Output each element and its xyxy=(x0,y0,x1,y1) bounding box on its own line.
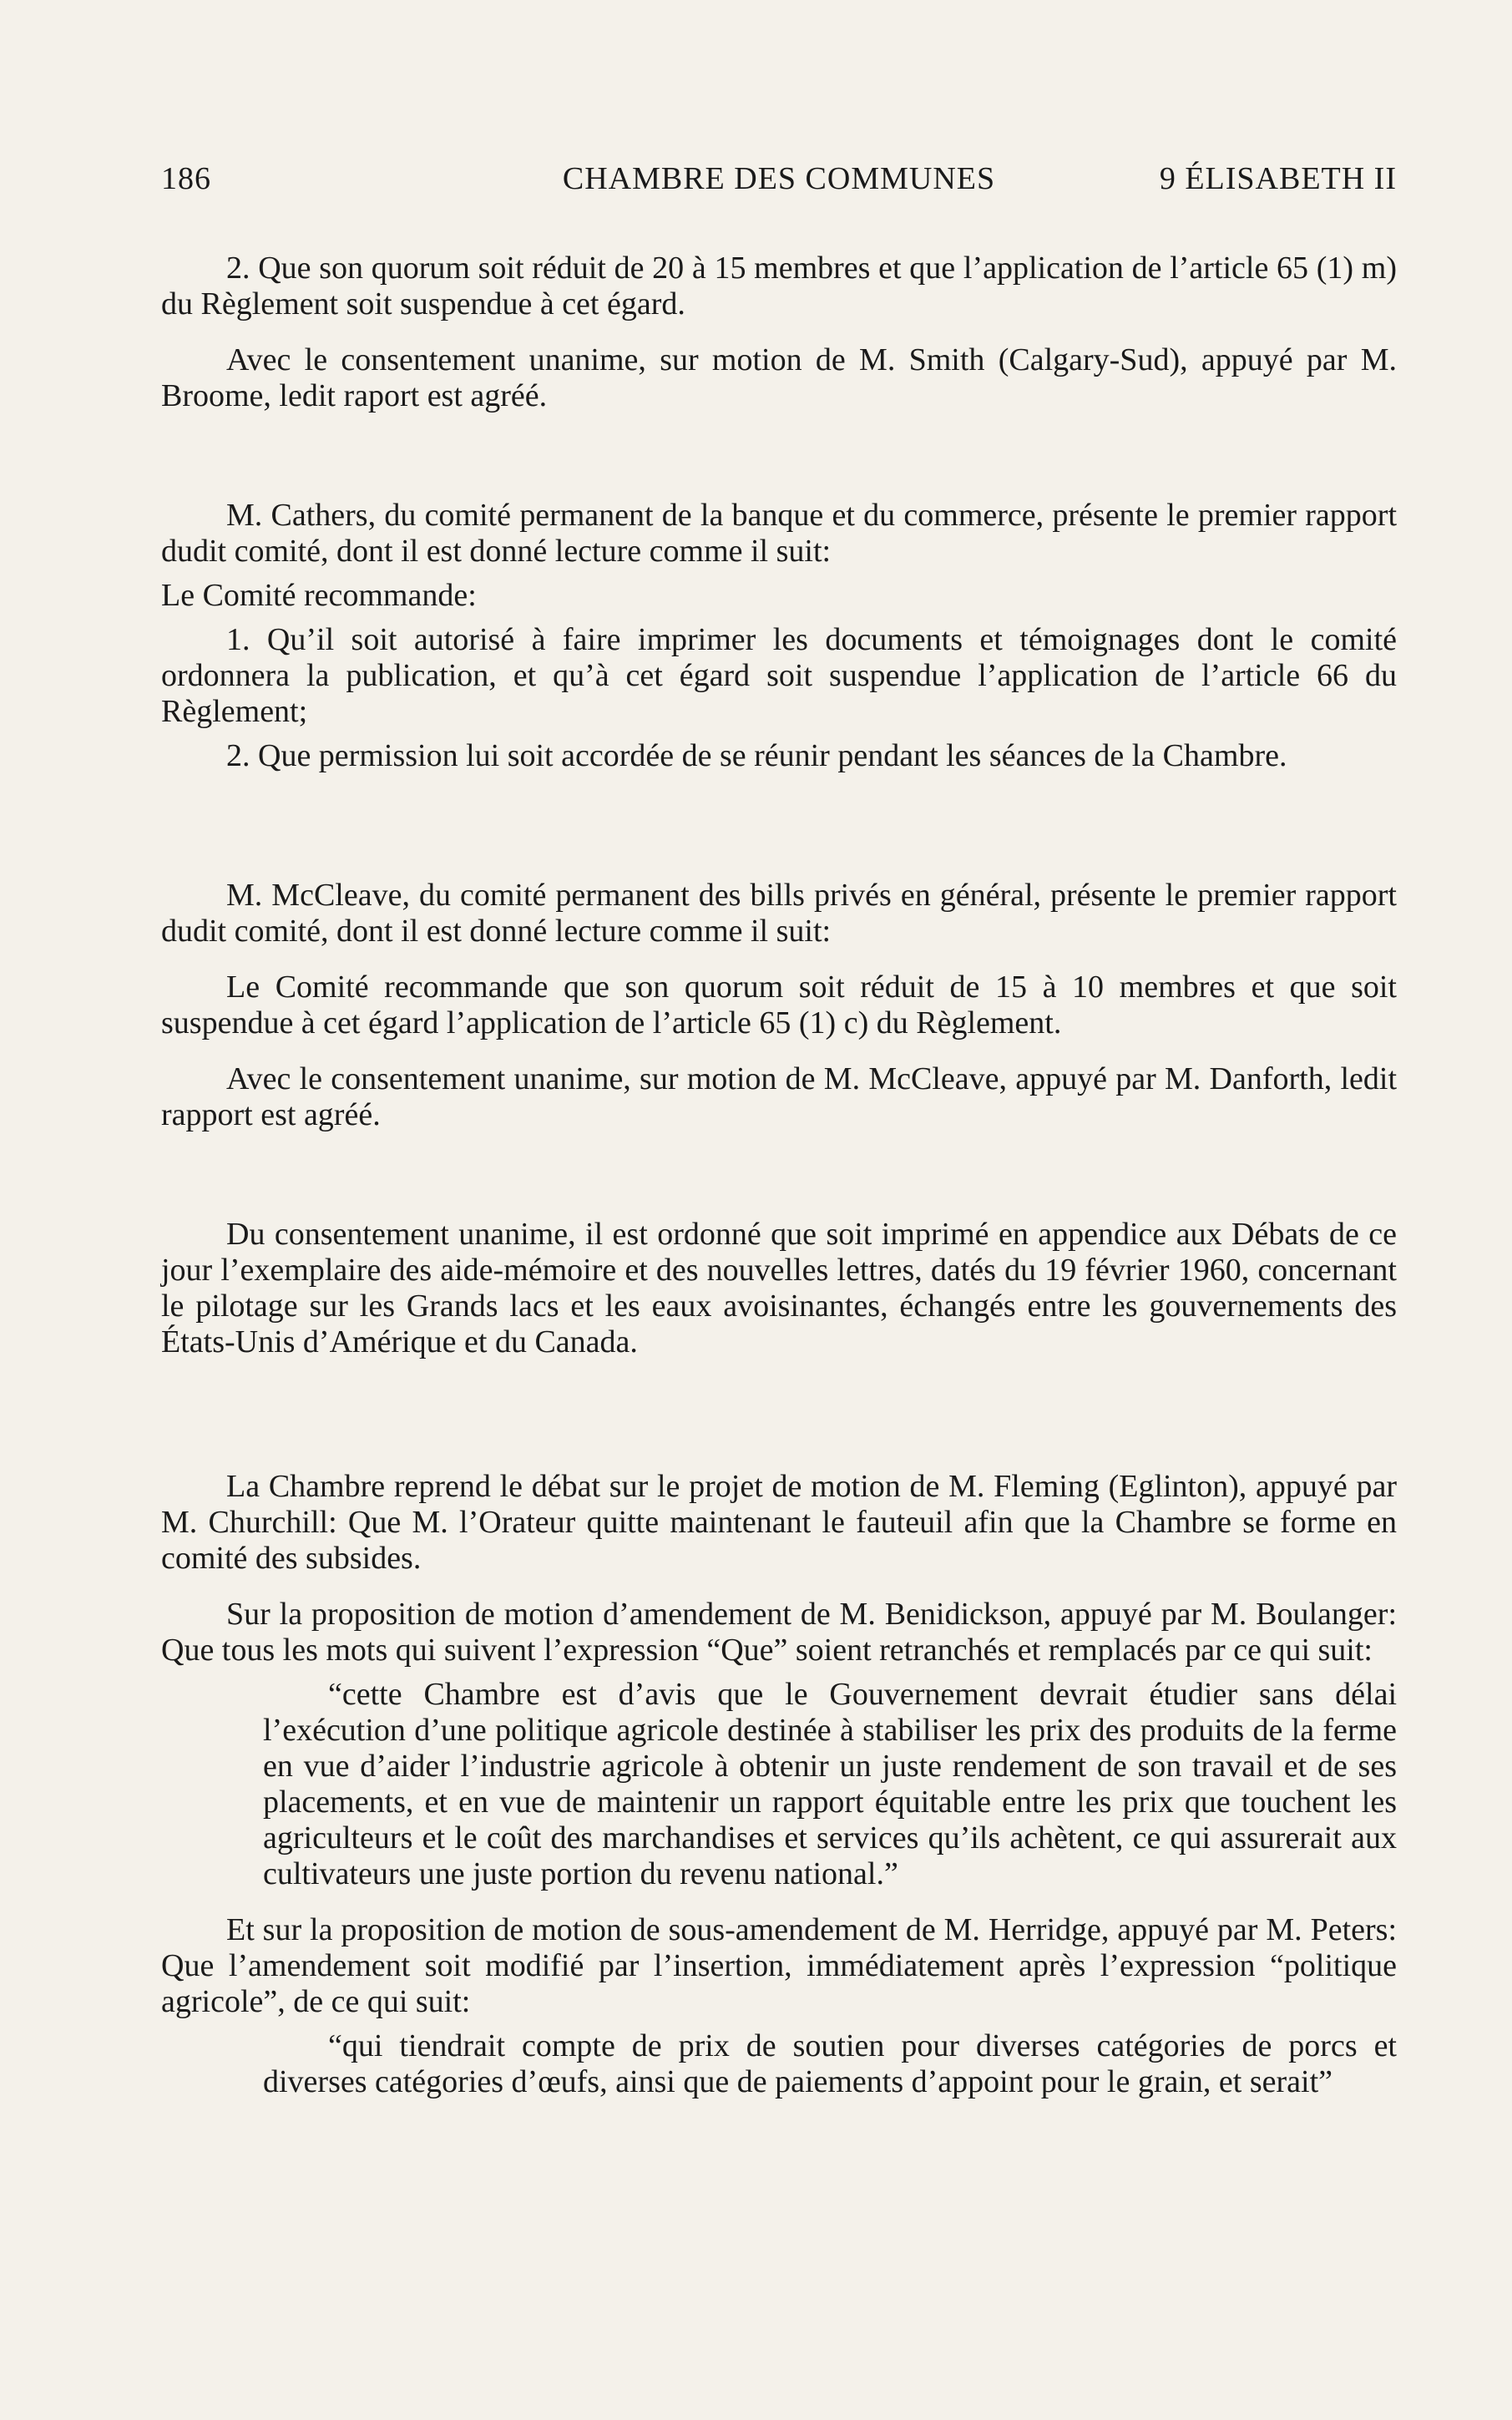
paragraph-mccleave-report: M. McCleave, du comité permanent des bills privés en général, présente le premier rapport dudit comité, dont il est donné lecture comme il suit: xyxy=(161,878,1397,949)
paragraph-appendix-order: Du consentement unanime, il est ordonné que soit imprimé en appendice aux Débats de ce jour l’exemplaire des aide-mémoire et des nouvelles lettres, datés du 19 février 1960, concernant le pilotage sur les Grands lacs et les eaux avoisinantes, échangés entre les gouvernements des États-Unis d’Amérique et du Canada. xyxy=(161,1217,1397,1359)
paragraph-debate-resumed: La Chambre reprend le débat sur le projet de motion de M. Fleming (Eglinton), appuyé par M. Churchill: Que M. l’Orateur quitte maintenant le fauteuil afin que la Chambre se forme en comité des subsides. xyxy=(161,1469,1397,1576)
quote-subamendment-text: “qui tiendrait compte de prix de soutien pour diverses catégories de porcs et diverses catégories d’œufs, ainsi que de paiements d’appoint pour le grain, et serait” xyxy=(263,2028,1397,2099)
paragraph-herridge-subamendment: Et sur la proposition de motion de sous-amendement de M. Herridge, appuyé par M. Peters: Que l’amendement soit modifié par l’insertion, immédiatement après l’expression “politique agricole”, de ce qui suit: xyxy=(161,1912,1397,2019)
paragraph-committee-recommends: Le Comité recommande: xyxy=(161,578,477,613)
paragraph-cathers-report: M. Cathers, du comité permanent de la banque et du commerce, présente le premier rapport dudit comité, dont il est donné lecture comme il suit: xyxy=(161,498,1397,569)
page-number: 186 xyxy=(161,161,211,196)
journal-title: CHAMBRE DES COMMUNES xyxy=(562,161,996,196)
paragraph-smith-motion: Avec le consentement unanime, sur motion de M. Smith (Calgary-Sud), appuyé par M. Broome, ledit raport est agréé. xyxy=(161,342,1397,413)
paragraph-quorum-recommendation: Le Comité recommande que son quorum soit réduit de 15 à 10 membres et que soit suspendue à cet égard l’application de l’article 65 (1) c) du Règlement. xyxy=(161,970,1397,1040)
regnal-year: 9 ÉLISABETH II xyxy=(1159,161,1397,196)
paragraph-benidickson-amendment: Sur la proposition de motion d’amendement de M. Benidickson, appuyé par M. Boulanger: Que tous les mots qui suivent l’expression “Que” soient retranchés et remplacés par ce qui suit: xyxy=(161,1597,1397,1668)
paragraph-recommendation-2: 2. Que permission lui soit accordée de se réunir pendant les séances de la Chambre. xyxy=(226,738,1287,773)
quote-amendment-text: “cette Chambre est d’avis que le Gouvernement devrait étudier sans délai l’exécution d’une politique agricole destinée à stabiliser les prix des produits de la ferme en vue d’aider l’industrie agricole à obtenir un juste rendement de son travail et de ses placements, et en vue de maintenir un rapport équitable entre les prix que touchent les agriculteurs et le coût des marchandises et services qu’ils achètent, ce qui assurerait aux cultivateurs une juste portion du revenu national.” xyxy=(263,1677,1397,1891)
page-body xyxy=(161,251,1397,2100)
running-header xyxy=(161,160,1397,200)
paragraph-quorum-item: 2. Que son quorum soit réduit de 20 à 15 membres et que l’application de l’article 65 (1) m) du Règlement soit suspendue à cet égard. xyxy=(161,251,1397,321)
paragraph-recommendation-1: 1. Qu’il soit autorisé à faire imprimer les documents et témoignages dont le comité ordonnera la publication, et qu’à cet égard soit suspendue l’application de l’article 66 du Règlement; xyxy=(161,622,1397,729)
paragraph-mccleave-motion: Avec le consentement unanime, sur motion de M. McCleave, appuyé par M. Danforth, ledit rapport est agréé. xyxy=(161,1061,1397,1132)
